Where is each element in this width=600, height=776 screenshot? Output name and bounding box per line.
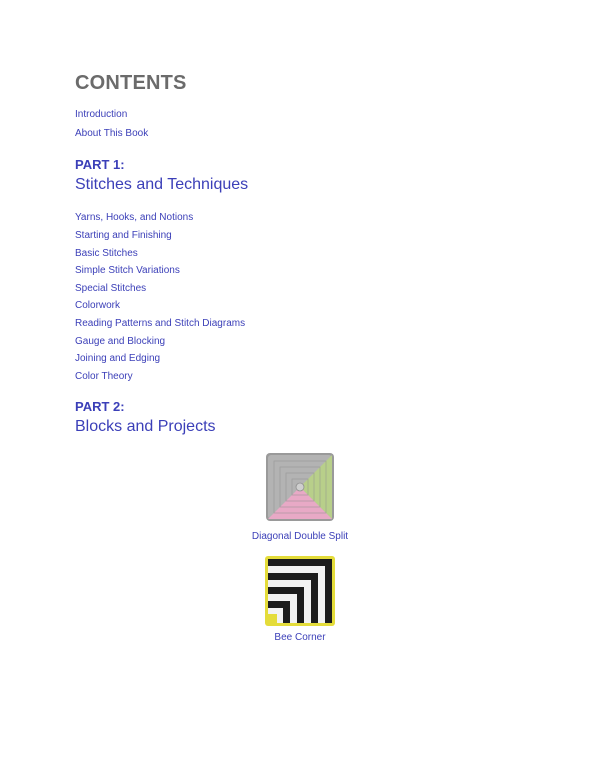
toc-link-joining-edging[interactable]: Joining and Edging xyxy=(75,353,161,364)
contents-heading: CONTENTS xyxy=(75,72,187,94)
part2-title[interactable]: Blocks and Projects xyxy=(75,418,216,435)
part1-label: PART 1: xyxy=(75,157,125,172)
toc-link-about-this-book[interactable]: About This Book xyxy=(75,128,149,139)
toc-link-reading-patterns[interactable]: Reading Patterns and Stitch Diagrams xyxy=(75,318,246,329)
part2-label: PART 2: xyxy=(75,399,125,414)
block-bee-corner[interactable] xyxy=(200,556,400,643)
toc-link-yarns-hooks-notions[interactable]: Yarns, Hooks, and Notions xyxy=(75,212,194,223)
block-diagonal-double-split[interactable] xyxy=(200,453,400,542)
block-caption-bee-corner: Bee Corner xyxy=(274,632,326,643)
diagonal-double-split-image xyxy=(266,453,334,521)
toc-link-colorwork[interactable]: Colorwork xyxy=(75,300,121,311)
bee-corner-image xyxy=(265,556,335,626)
toc-link-basic-stitches[interactable]: Basic Stitches xyxy=(75,248,138,259)
toc-link-color-theory[interactable]: Color Theory xyxy=(75,371,133,382)
toc-link-gauge-blocking[interactable]: Gauge and Blocking xyxy=(75,336,166,347)
toc-link-simple-stitch-variations[interactable]: Simple Stitch Variations xyxy=(75,265,180,276)
part1-title[interactable]: Stitches and Techniques xyxy=(75,176,249,193)
toc-link-introduction[interactable]: Introduction xyxy=(75,109,128,120)
block-caption-diagonal-double-split: Diagonal Double Split xyxy=(251,531,349,542)
toc-link-special-stitches[interactable]: Special Stitches xyxy=(75,283,147,294)
toc-link-starting-finishing[interactable]: Starting and Finishing xyxy=(75,230,172,241)
